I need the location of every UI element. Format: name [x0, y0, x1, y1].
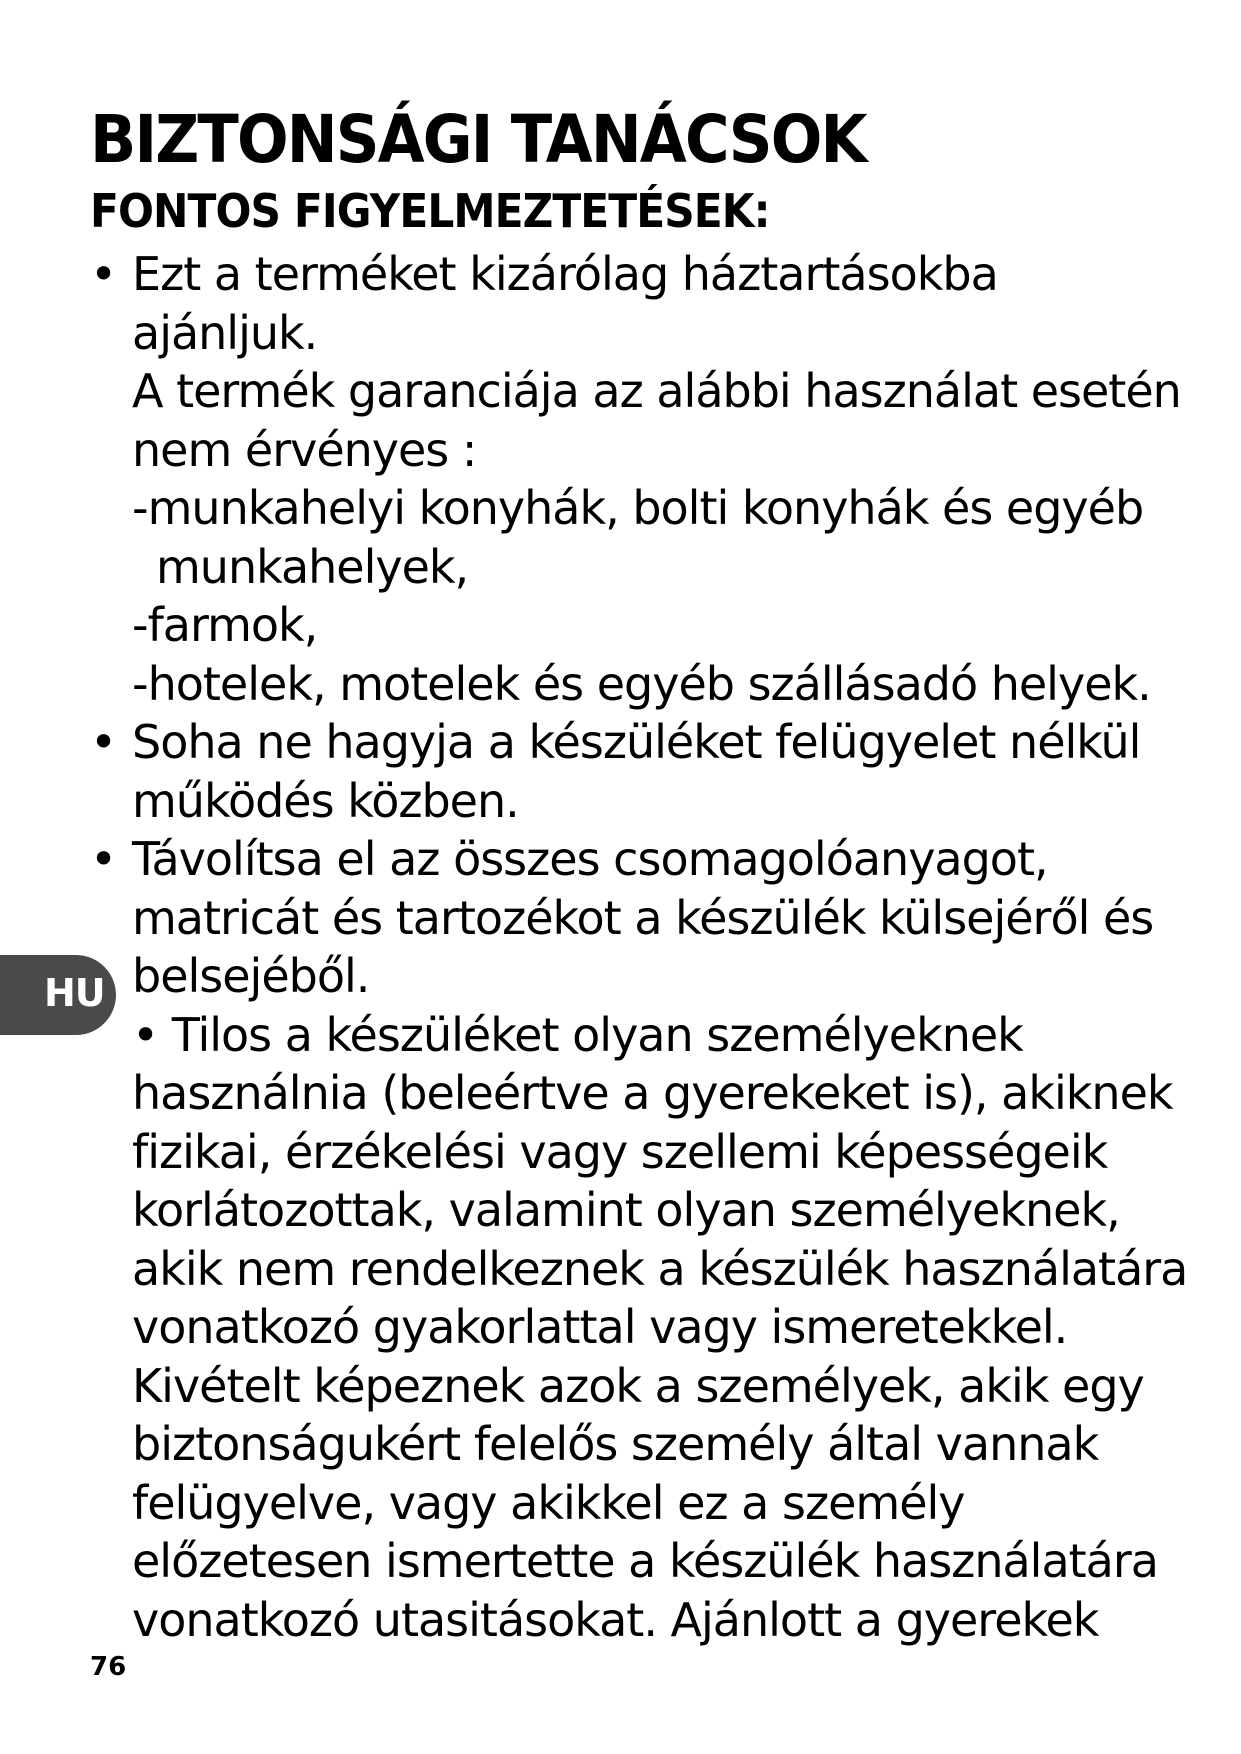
text-line: Kivételt képeznek azok a személyek, akik egy	[132, 1358, 1144, 1413]
list-item	[90, 713, 1210, 772]
text-line: Ezt a terméket kizárólag háztartásokba	[132, 247, 998, 301]
bullet-icon: •	[90, 832, 117, 886]
text-line: -farmok,	[132, 598, 318, 652]
text-line: felügyelve, vagy akikkel ez a személy	[132, 1475, 965, 1530]
text-line: -hotelek, motelek és egyéb szállásadó helyek.	[132, 656, 1151, 711]
text-line: korlátozottak, valamint olyan személyeknek,	[132, 1183, 1120, 1237]
text-line: vonatkozó gyakorlattal vagy ismeretekkel.	[132, 1300, 1068, 1354]
page-title: BIZTONSÁGI TANÁCSOK	[90, 101, 866, 178]
text-line: A termék garanciája az alábbi használat esetén	[132, 364, 1181, 418]
text-line: fizikai, érzékelési vagy szellemi képességeik	[132, 1124, 1108, 1179]
text-line: munkahelyek,	[156, 539, 469, 594]
text-line: -munkahelyi konyhák, bolti konyhák és egyéb	[132, 481, 1144, 535]
text-line: Távolítsa el az összes csomagolóanyagot,	[132, 832, 1048, 886]
text-line: nem érvényes :	[132, 422, 477, 477]
language-tab-label: HU	[44, 971, 105, 1015]
text-line: működés közben.	[132, 773, 519, 828]
page-number: 76	[90, 1652, 127, 1682]
text-line: • Tilos a készüléket olyan személyeknek	[132, 1007, 1023, 1062]
text-line: akik nem rendelkeznek a készülék használatára	[132, 1241, 1188, 1296]
text-line: vonatkozó utasitásokat. Ajánlott a gyerekek	[132, 1592, 1099, 1647]
text-line: használnia (beleértve a gyerekeket is), akiknek	[132, 1066, 1173, 1120]
language-tab	[0, 955, 116, 1035]
text-line: biztonságukért felelős személy által vannak	[132, 1417, 1099, 1471]
list-item	[90, 245, 1210, 304]
text-line: előzetesen ismertette a készülék használatára	[132, 1534, 1158, 1588]
text-line: Soha ne hagyja a készüléket felügyelet nélkül	[132, 715, 1141, 769]
text-line: belsejéből.	[132, 949, 370, 1003]
safety-text	[90, 245, 1210, 1649]
text-line: matricát és tartozékot a készülék külsejéről és	[132, 890, 1154, 945]
section-subtitle: FONTOS FIGYELMEZTETÉSEK:	[90, 184, 770, 238]
bullet-icon: •	[90, 247, 117, 301]
bullet-icon: •	[90, 715, 117, 769]
text-line: ajánljuk.	[132, 305, 318, 360]
list-item	[90, 830, 1210, 889]
